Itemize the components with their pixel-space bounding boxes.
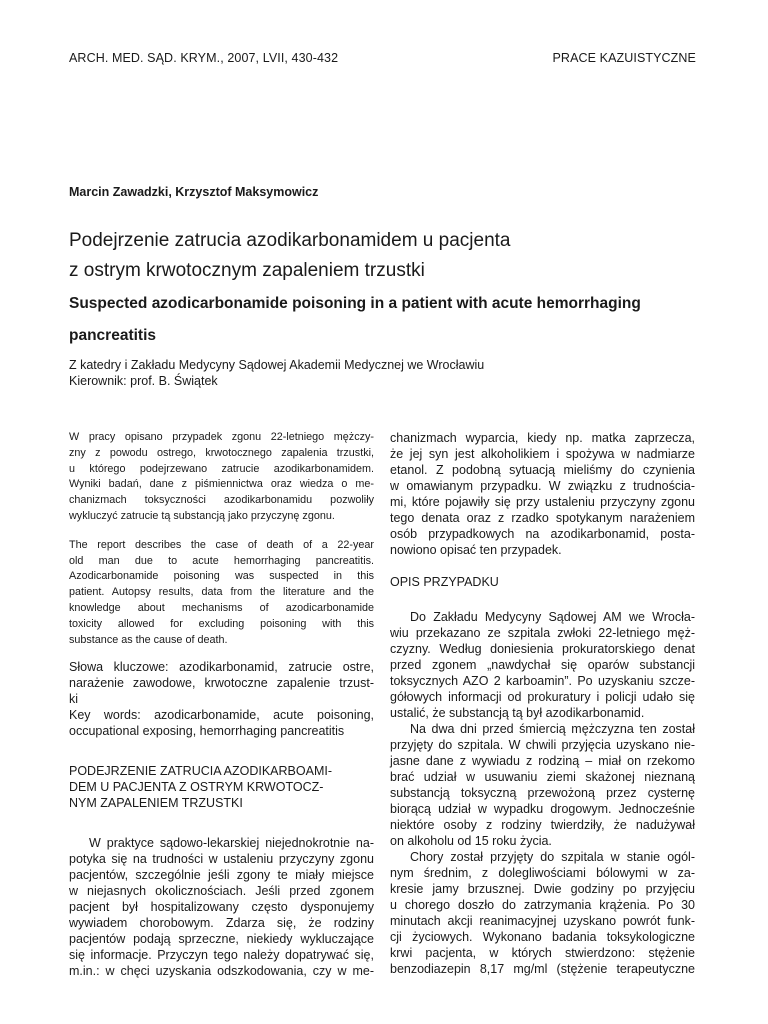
- body-paragraph: [69, 835, 374, 979]
- body-line: u chorego doszło do zatrzymania krążenia. Po 30: [390, 898, 695, 912]
- body-line: nowiono opisać ten przypadek.: [390, 543, 562, 557]
- abstract-line: patient. Autopsy results, data from the literature and the: [69, 586, 374, 599]
- affiliation: [69, 357, 484, 389]
- left-column: [69, 430, 374, 979]
- abstract-line: knowledge about mechanisms of azodicarbonamide: [69, 601, 374, 614]
- section-heading-line: NYM ZAPALENIEM TRZUSTKI: [69, 796, 243, 811]
- title-english-line: Suspected azodicarbonamide poisoning in a patient with acute hemorrhaging: [69, 295, 641, 312]
- body-line: w omawianym przypadku. W związku z trudnościa-: [390, 479, 695, 493]
- body-line: czyzny. Według doniesienia prokuratorskiego denat: [390, 642, 695, 656]
- keywords: [69, 659, 374, 739]
- body-line: brać udział w usuwaniu ziemi skażonej nieznaną: [390, 770, 695, 784]
- body-line: m.in.: w chęci uzyskania odszkodowania, czy w me-: [69, 964, 374, 979]
- body-line: pacjent był hospitalizowany często dysponujemy: [69, 900, 374, 915]
- body-line: przed zgonem „nawdychał się oparów substancji: [390, 658, 695, 672]
- body-line: benzodiazepin 8,17 mg/ml (stężenie terapeutyczne: [390, 962, 695, 976]
- section-heading-line: DEM U PACJENTA Z OSTRYM KRWOTOCZ-: [69, 780, 324, 795]
- body-line: chanizmach wyparcia, kiedy np. matka zaprzecza,: [390, 431, 695, 445]
- affiliation-line: Kierownik: prof. B. Świątek: [69, 374, 218, 388]
- abstract-line: old man due to acute hemorrhaging pancreatitis.: [69, 554, 374, 567]
- running-header-section: PRACE KAZUISTYCZNE: [552, 51, 696, 65]
- body-line: tego denata oraz z rzadko spotykanym narażeniem: [390, 511, 695, 525]
- body-line: W praktyce sądowo-lekarskiej niejednokrotnie na-: [89, 836, 374, 851]
- body-line: że jej syn jest alkoholikiem i spożywa w nadmiarze: [390, 447, 695, 461]
- right-column: [390, 430, 695, 977]
- abstract-line: chanizmach toksyczności azodikarbonamidu pozwoliły: [69, 494, 374, 507]
- abstract-line: Wyniki badań, dane z piśmiennictwa oraz wiedza o me-: [69, 478, 374, 491]
- section-heading-case: OPIS PRZYPADKU: [390, 575, 499, 589]
- abstract-line: Azodicarbonamide poisoning was suspected in this: [69, 570, 374, 583]
- abstract-line: zny z powodu ostrego, krwotocznego zapalenia trzustki,: [69, 446, 374, 459]
- body-line: się informacje. Przyczyn tego należy dopatrywać się,: [69, 948, 374, 963]
- body-line: krwi pacjenta, w których stwierdzono: stężenie: [390, 946, 695, 960]
- section-heading-line: PODEJRZENIE ZATRUCIA AZODIKARBOAMI-: [69, 764, 332, 779]
- body-line: cji życiowych. Wykonano badania toksykologiczne: [390, 930, 695, 944]
- body-line: etanol. Z podobną sytuacją mieliśmy do czynienia: [390, 463, 695, 477]
- abstract-english: [69, 538, 374, 649]
- body-line: wiu przekazano ze szpitala zwłoki 22-letniego męż-: [390, 626, 695, 640]
- authors: Marcin Zawadzki, Krzysztof Maksymowicz: [69, 185, 319, 199]
- body-line: on alkoholu od 15 roku życia.: [390, 834, 552, 848]
- abstract-line: toxicity allowed for excluding poisoning with this: [69, 617, 374, 630]
- abstract-line: wykluczyć zatrucie tą substancją jako przyczynę zgonu.: [69, 509, 335, 522]
- keywords-line: Key words: azodicarbonamide, acute poisoning,: [69, 708, 374, 723]
- abstract-polish: [69, 430, 374, 525]
- abstract-line: u którego podejrzewano zatrucie azodikarbonamidem.: [69, 462, 374, 475]
- body-line: Na dwa dni przed śmiercią mężczyzna ten został: [410, 722, 695, 736]
- body-paragraph: [390, 430, 695, 558]
- case-paragraph: [390, 721, 695, 849]
- case-paragraph: [390, 849, 695, 977]
- body-line: gółowych informacji od prokuratury i policji udało się: [390, 690, 695, 704]
- body-line: jasne dane z wywiadu z rodziną – miał on rzekomo: [390, 754, 695, 768]
- body-line: biorącą udział w wypadku drogowym. Jednocześnie: [390, 802, 695, 816]
- section-heading: [69, 763, 374, 811]
- body-line: pacjentów podają sprzeczne, niekiedy wykluczające: [69, 932, 374, 947]
- running-header-journal: ARCH. MED. SĄD. KRYM., 2007, LVII, 430-432: [69, 51, 339, 65]
- body-line: wywiadem chorobowym. Zdarza się, że rodziny: [69, 916, 374, 931]
- body-line: Chory został przyjęty do szpitala w stanie ogól-: [410, 850, 695, 864]
- body-line: ustalić, że substancją tą był azodikarbonamid.: [390, 706, 645, 720]
- keywords-line: ki: [69, 692, 79, 707]
- body-line: w niejasnych okolicznościach. Jeśli przed zgonem: [69, 884, 374, 899]
- body-line: minutach akcji reanimacyjnej uzyskano powrót funk-: [390, 914, 695, 928]
- title-english-line: pancreatitis: [69, 327, 157, 344]
- body-line: Do Zakładu Medycyny Sądowej AM we Wrocła-: [410, 610, 695, 624]
- case-paragraph: [390, 609, 695, 721]
- body-line: niektóre osoby z rodziny twierdziły, że nadużywał: [390, 818, 695, 832]
- body-line: toksycznych AZO 2 karboamin”. Po uzyskaniu szcze-: [390, 674, 695, 688]
- keywords-line: narażenie zawodowe, krwotoczne zapalenie trzust-: [69, 676, 374, 691]
- title-polish-line: z ostrym krwotocznym zapaleniem trzustki: [69, 260, 425, 281]
- body-line: nym średnim, z dolegliwościami bólowymi w za-: [390, 866, 695, 880]
- body-line: substancją toksyczną przewożoną przez cysternę: [390, 786, 695, 800]
- keywords-line: Słowa kluczowe: azodikarbonamid, zatrucie ostre,: [69, 660, 374, 675]
- body-line: mi, które pojawiły się przy ustaleniu przyczyny zgonu: [390, 495, 695, 509]
- title-polish-line: Podejrzenie zatrucia azodikarbonamidem u pacjenta: [69, 230, 511, 251]
- abstract-line: substance as the cause of death.: [69, 633, 228, 646]
- keywords-line: occupational exposing, hemorrhaging pancreatitis: [69, 724, 345, 739]
- title-polish: [69, 226, 510, 286]
- abstract-line: The report describes the case of death of a 22-year: [69, 538, 374, 551]
- case-description: [390, 609, 695, 977]
- title-english: [69, 288, 709, 352]
- affiliation-line: Z katedry i Zakładu Medycyny Sądowej Akademii Medycznej we Wrocławiu: [69, 358, 485, 372]
- abstract-line: W pracy opisano przypadek zgonu 22-letniego mężczy-: [69, 431, 374, 443]
- body-line: potyka się na trudności w ustaleniu przyczyny zgonu: [69, 852, 374, 867]
- body-line: kresie jamy brzusznej. Dwie godziny po przyjęciu: [390, 882, 695, 896]
- body-line: pacjentów, szczególnie jeśli zgony te miały miejsce: [69, 868, 374, 883]
- body-line: przyjęty do szpitala. W chwili przyjęcia uzyskano nie-: [390, 738, 695, 752]
- body-line: osób przypadkowych na azodikarbonamid, posta-: [390, 527, 695, 541]
